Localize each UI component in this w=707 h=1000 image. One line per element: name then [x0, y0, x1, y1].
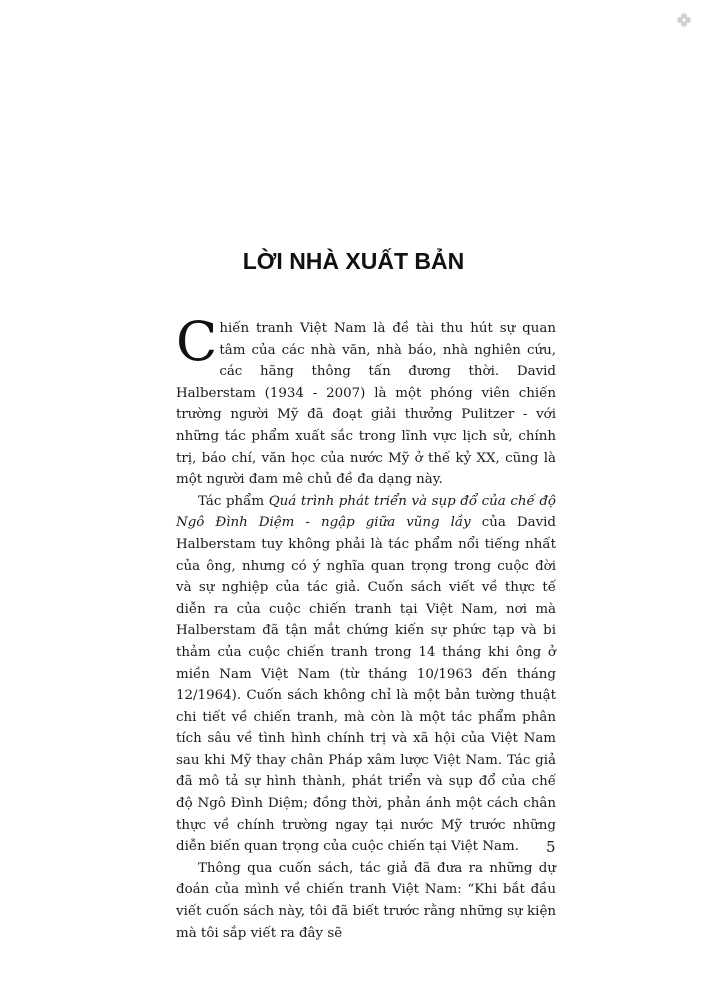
paragraph-book-text: của David Halberstam tuy không phải là tác phẩm nổi tiếng nhất của ông, nhưng có ý nghĩa quan trọng trong cuộc đời và sự nghiệp của tác giả. Cuốn sách viết về thực tế diễn ra của cuộc chiến tranh tại Việt Nam, nơi mà Halberstam đã tận mắt chứng kiến sự phức tạp và bi thảm của cuộc chiến tranh trong 14 tháng khi ông ở miền Nam Việt Nam (từ tháng 10/1963 đến tháng 12/1964). Cuốn sách không chỉ là một bản tường thuật chi tiết về chiến tranh, mà còn là một tác phẩm phân tích sâu về tình hình chính trị và xã hội của Việt Nam sau khi Mỹ thay chân Pháp xâm lược Việt Nam. Tác giả đã mô tả sự hình thành, phát triển và sụp đổ của chế độ Ngô Đình Diệm; đồng thời, phản ánh một cách chân thực về chính trường ngay tại nước Mỹ trước những diễn biến quan trọng của cuộc chiến tại Việt Nam.: [176, 515, 556, 855]
paragraph-intro: [176, 310, 556, 491]
page-number: 5: [546, 838, 556, 856]
paragraph-book-lead: Tác phẩm: [198, 493, 269, 509]
paragraph-intro-text: hiến tranh Việt Nam là đề tài thu hút sự quan tâm của các nhà văn, nhà báo, nhà nghiên cứu, các hãng thông tấn đương thời. David Halberstam (1934 - 2007) là một phóng viên chiến trường người Mỹ đã đoạt giải thưởng Pulitzer - với những tác phẩm xuất sắc trong lĩnh vực lịch sử, chính trị, báo chí, văn học của nước Mỹ ở thế kỷ XX, cũng là một người đam mê chủ đề đa dạng này.: [176, 321, 556, 488]
paragraph-prediction: Thông qua cuốn sách, tác giả đã đưa ra những dự đoán của mình về chiến tranh Việt Nam: “Khi bắt đầu viết cuốn sách này, tôi đã biết trước rằng những sự kiện mà tôi sắp viết ra đây sẽ: [176, 860, 556, 941]
page-title: LỜI NHÀ XUẤT BẢN: [242, 248, 465, 274]
paragraph-book: [176, 491, 556, 858]
book-title: Quá trình phát triển và sụp đổ của chế độ Ngô Đình Diệm - ngập giữa vũng lầy: [176, 493, 556, 531]
flower-icon: [676, 12, 692, 28]
body-text: [176, 310, 556, 944]
drop-cap: C: [176, 310, 218, 373]
